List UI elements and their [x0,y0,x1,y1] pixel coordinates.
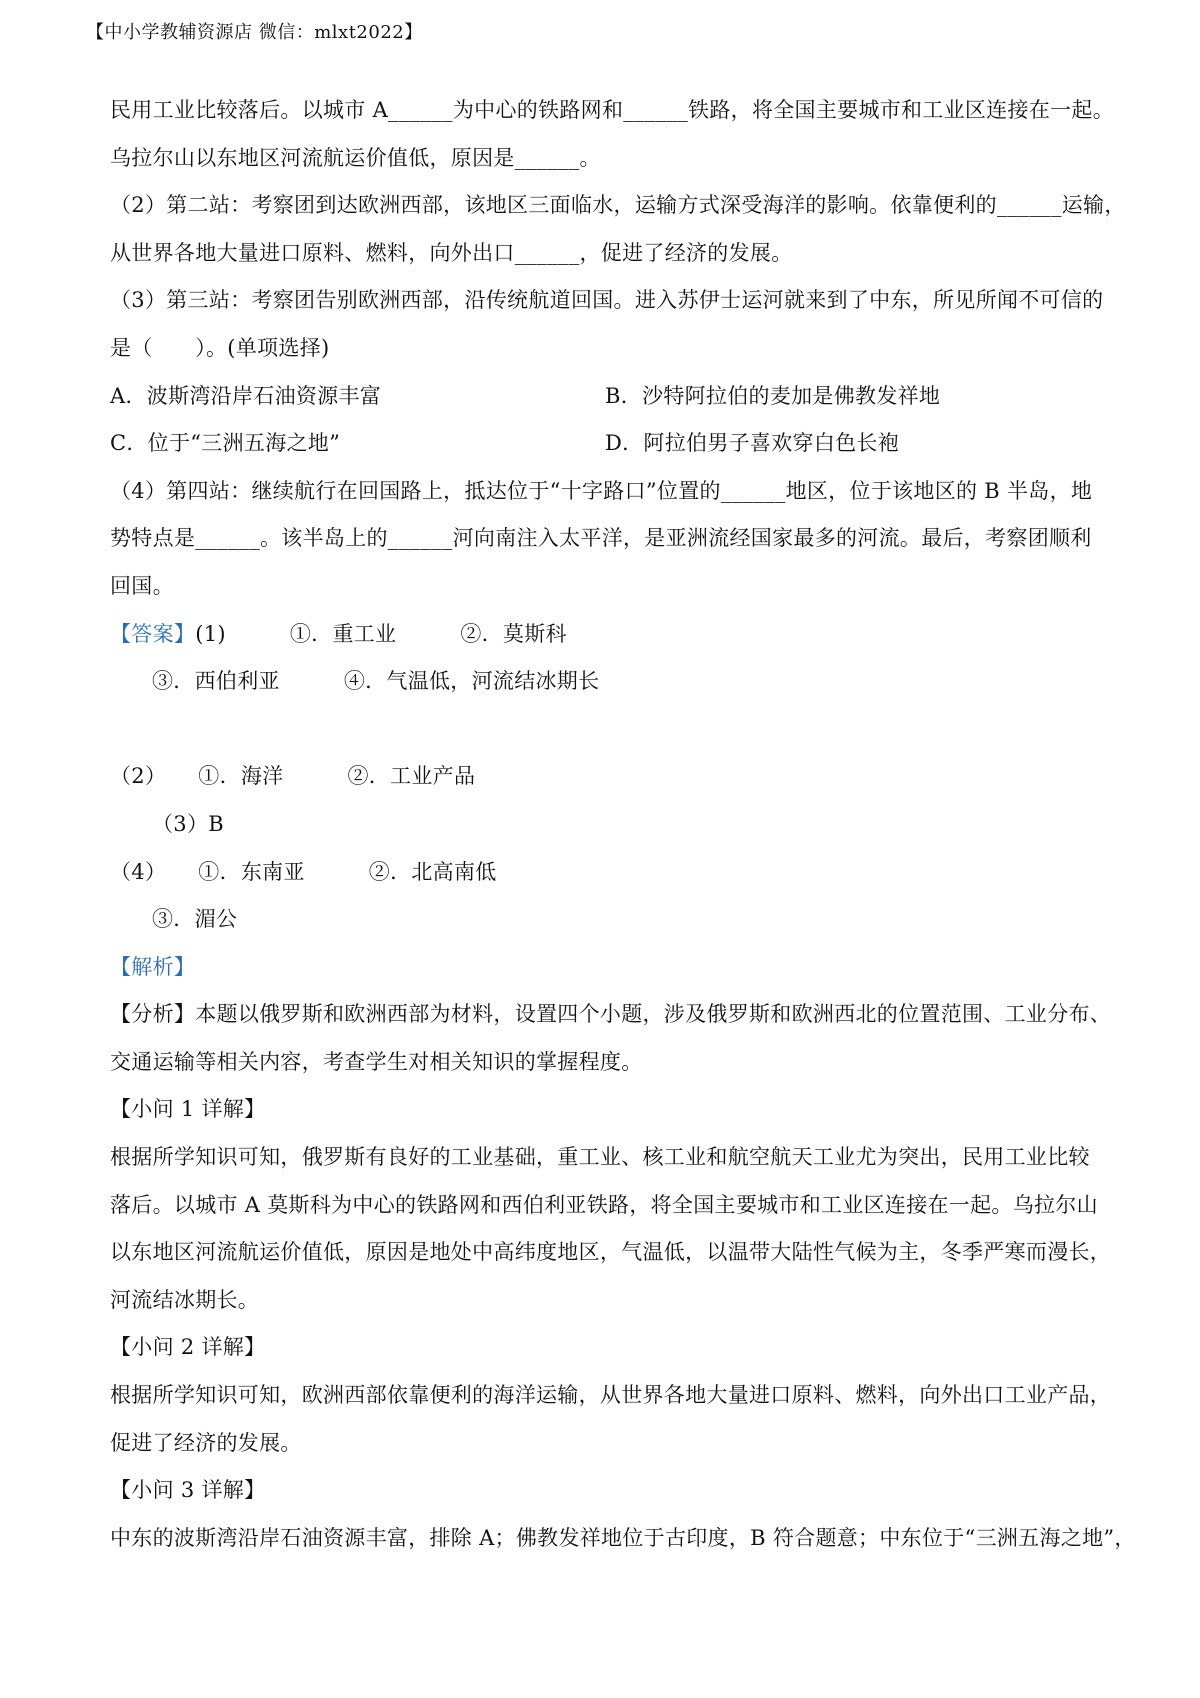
options-row [110,429,1110,477]
option-b: B．沙特阿拉伯的麦加是佛教发祥地 [605,383,941,408]
analysis-line: 落后。以城市 A 莫斯科为中心的铁路网和西伯利亚铁路，将全国主要城市和工业区连接在一起。乌拉尔山 [110,1192,1098,1217]
answer-item: ②．莫斯科 [460,621,567,646]
question-line: （4）第四站：继续航行在回国路上，抵达位于“十字路口”位置的______地区，位于该地区的 B 半岛，地 [110,478,1093,503]
analysis-label: 【解析】 [110,954,196,979]
analysis-line: 以东地区河流航运价值低，原因是地处中高纬度地区，气温低，以温带大陆性气候为主，冬季严寒而漫长， [110,1240,1112,1265]
answer-row-3 [110,762,1110,810]
answer-row-5 [110,858,1110,906]
question-line: 势特点是______。该半岛上的______河向南注入太平洋，是亚洲流经国家最多的河流。最后，考察团顺利 [110,526,1092,551]
option-c: C．位于“三洲五海之地” [110,431,341,456]
question-line: 民用工业比较落后。以城市 A______为中心的铁路网和______铁路，将全国主要城市和工业区连接在一起。 [110,98,1115,122]
document-body [110,96,1136,1571]
answer-row-1 [110,620,1110,668]
question-line: 从世界各地大量进口原料、燃料，向外出口______，促进了经济的发展。 [110,240,793,265]
analysis-line: 中东的波斯湾沿岸石油资源丰富，排除 A；佛教发祥地位于古印度，B 符合题意；中东位于“三洲五海之地”， [110,1525,1136,1550]
analysis-line: 促进了经济的发展。 [110,1430,302,1455]
analysis-line: 交通运输等相关内容，考查学生对相关知识的掌握程度。 [110,1049,643,1074]
answer-item: ③．湄公 [152,907,238,932]
section-heading: 【小问 3 详解】 [110,1478,266,1503]
analysis-line: 【分析】本题以俄罗斯和欧洲西部为材料，设置四个小题，涉及俄罗斯和欧洲西北的位置范围、工业分布、 [110,1002,1112,1027]
section-heading: 【小问 2 详解】 [110,1335,266,1360]
question-line: （3）第三站：考察团告别欧洲西部，沿传统航道回国。进入苏伊士运河就来到了中东，所见所闻不可信的 [110,288,1104,313]
question-line: 回国。 [110,573,174,598]
answer-row-4 [110,810,1110,858]
answer-row-6 [110,905,1110,953]
answer-item: ①．东南亚 [198,859,305,884]
answer-q4: （4） [110,859,167,884]
question-line: 是（ ）。(单项选择) [110,335,330,360]
analysis-line: 根据所学知识可知，欧洲西部依靠便利的海洋运输，从世界各地大量进口原料、燃料，向外出口工业产品， [110,1383,1112,1408]
question-line: （2）第二站：考察团到达欧洲西部，该地区三面临水，运输方式深受海洋的影响。依靠便利的______运输， [110,193,1126,218]
question-line: 乌拉尔山以东地区河流航运价值低，原因是______。 [110,145,601,170]
analysis-line: 河流结冰期长。 [110,1287,260,1312]
answer-row-2 [110,667,1110,715]
page-header: 【中小学教辅资源店 微信：mlxt2022】 [86,22,423,43]
options-row [110,382,1110,430]
answer-q2: （2） [110,764,167,789]
option-d: D．阿拉伯男子喜欢穿白色长袍 [605,431,900,456]
answer-item: ①．重工业 [289,621,397,646]
answer-item: ②．北高南低 [368,859,497,884]
analysis-line: 根据所学知识可知，俄罗斯有良好的工业基础，重工业、核工业和航空航天工业尤为突出，民用工业比较 [110,1145,1090,1170]
answer-q3: （3）B [152,811,224,836]
answer-q1: (1) [195,621,226,646]
answer-item: ③．西伯利亚 [152,669,280,694]
answer-label: 【答案】 [110,621,196,646]
answer-item: ①．海洋 [198,764,284,789]
section-heading: 【小问 1 详解】 [110,1097,266,1122]
answer-item: ④．气温低，河流结冰期长 [343,669,600,694]
answer-item: ②．工业产品 [347,764,476,789]
option-a: A．波斯湾沿岸石油资源丰富 [110,383,382,408]
